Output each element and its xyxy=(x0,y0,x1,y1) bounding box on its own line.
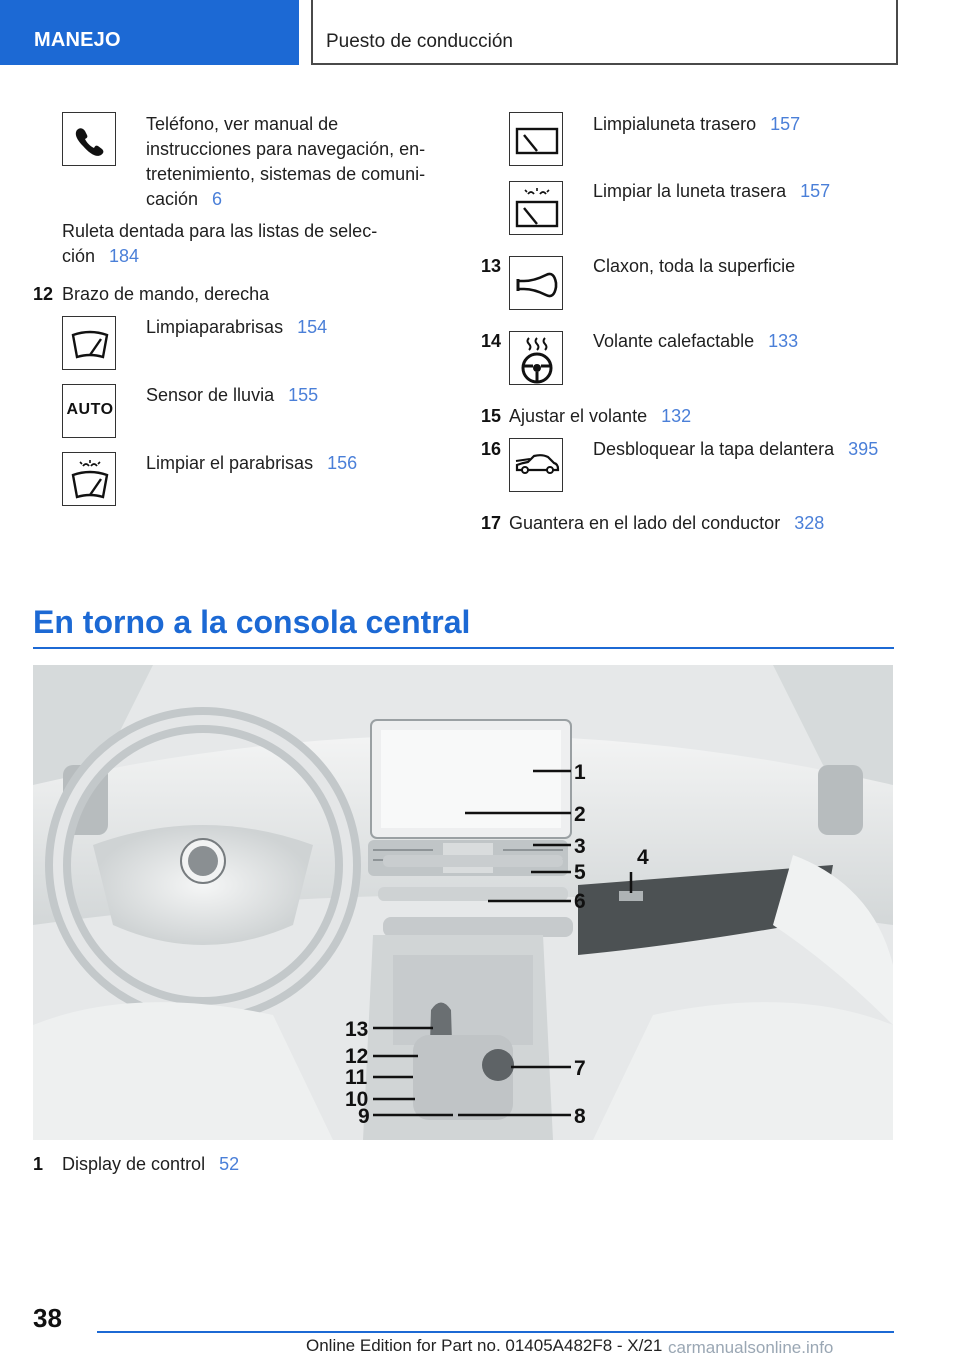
item-13-number: 13 xyxy=(481,256,502,276)
callout-2: 2 xyxy=(574,803,586,826)
callout-13: 13 xyxy=(345,1018,369,1041)
item-17-text: Guantera en el lado del conductor 328 xyxy=(509,513,825,533)
header-section-tab xyxy=(0,0,299,65)
rear-wiper-page-ref[interactable]: 157 xyxy=(770,114,801,134)
rear-wash-page-ref[interactable]: 157 xyxy=(800,181,831,201)
wiper-page-ref[interactable]: 154 xyxy=(297,317,328,337)
header-chapter-label: Puesto de conducción xyxy=(326,31,513,52)
thumbwheel-text: Ruleta dentada para las listas de selec- ción 184 xyxy=(62,221,378,266)
callout-6: 6 xyxy=(574,890,586,913)
item-17-page-ref[interactable]: 328 xyxy=(794,513,825,533)
item-16-text: Desbloquear la tapa delantera 395 xyxy=(593,439,879,459)
callout-4: 4 xyxy=(637,846,649,869)
item-14-number: 14 xyxy=(481,331,502,351)
horn-icon xyxy=(509,256,563,310)
item-16-number: 16 xyxy=(481,439,502,459)
item-14-page-ref[interactable]: 133 xyxy=(768,331,799,351)
header-chapter-tab xyxy=(311,0,898,65)
item-14-text: Volante calefactable 133 xyxy=(593,331,799,351)
windshield-wash-text: Limpiar el parabrisas 156 xyxy=(146,453,358,473)
center-console-illustration xyxy=(33,665,893,1140)
header-section-label: MANEJO xyxy=(34,29,121,51)
rain-sensor-page-ref[interactable]: 155 xyxy=(288,385,319,405)
callout-9: 9 xyxy=(358,1105,370,1128)
rain-sensor-icon xyxy=(62,384,116,438)
rear-wash-icon xyxy=(509,181,563,235)
rain-sensor-text: Sensor de lluvia 155 xyxy=(146,385,319,405)
windshield-wash-icon xyxy=(62,452,116,506)
item-15-page-ref[interactable]: 132 xyxy=(661,406,692,426)
section-title-rule xyxy=(33,647,894,649)
callout-10: 10 xyxy=(345,1088,369,1111)
rear-wiper-icon xyxy=(509,112,563,166)
footer-rule xyxy=(97,1331,894,1333)
item-12-number: 12 xyxy=(33,284,54,304)
thumbwheel-page-ref[interactable]: 184 xyxy=(109,246,140,266)
watermark: carmanualsonline.info xyxy=(668,1338,834,1357)
legend-1-page-ref[interactable]: 52 xyxy=(219,1154,240,1174)
item-12-label: Brazo de mando, derecha xyxy=(62,284,270,304)
phone-icon xyxy=(62,112,116,166)
item-15-number: 15 xyxy=(481,406,502,426)
legend-1-text: Display de control 52 xyxy=(62,1154,240,1174)
rain-sensor-icon-text: AUTO xyxy=(66,401,114,418)
callout-7: 7 xyxy=(574,1057,586,1080)
callout-12: 12 xyxy=(345,1045,369,1068)
callout-3: 3 xyxy=(574,835,586,858)
section-title: En torno a la consola central xyxy=(33,604,471,640)
item-16-page-ref[interactable]: 395 xyxy=(848,439,879,459)
item-15-text: Ajustar el volante 132 xyxy=(509,406,692,426)
page-number: 38 xyxy=(33,1303,62,1333)
footer-edition: Online Edition for Part no. 01405A482F8 - X/21 xyxy=(306,1336,663,1355)
item-17-number: 17 xyxy=(481,513,502,533)
hood-release-icon xyxy=(509,438,563,492)
windshield-wash-page-ref[interactable]: 156 xyxy=(327,453,358,473)
rear-wash-text: Limpiar la luneta trasera 157 xyxy=(593,181,831,201)
phone-page-ref[interactable]: 6 xyxy=(212,189,223,209)
callout-5: 5 xyxy=(574,861,586,884)
callout-1: 1 xyxy=(574,761,586,784)
wiper-text: Limpiaparabrisas 154 xyxy=(146,317,328,337)
legend-1-number: 1 xyxy=(33,1154,44,1174)
heated-steering-wheel-icon xyxy=(509,331,563,385)
rear-wiper-text: Limpialuneta trasero 157 xyxy=(593,114,801,134)
callout-11: 11 xyxy=(345,1066,368,1089)
callout-8: 8 xyxy=(574,1105,586,1128)
phone-text: Teléfono, ver manual de instrucciones para navegación, en- tretenimiento, sistemas de comuni- cación 6 xyxy=(146,114,426,209)
center-console-figure xyxy=(33,665,893,1140)
item-13-label: Claxon, toda la superficie xyxy=(593,256,796,276)
wiper-icon xyxy=(62,316,116,370)
